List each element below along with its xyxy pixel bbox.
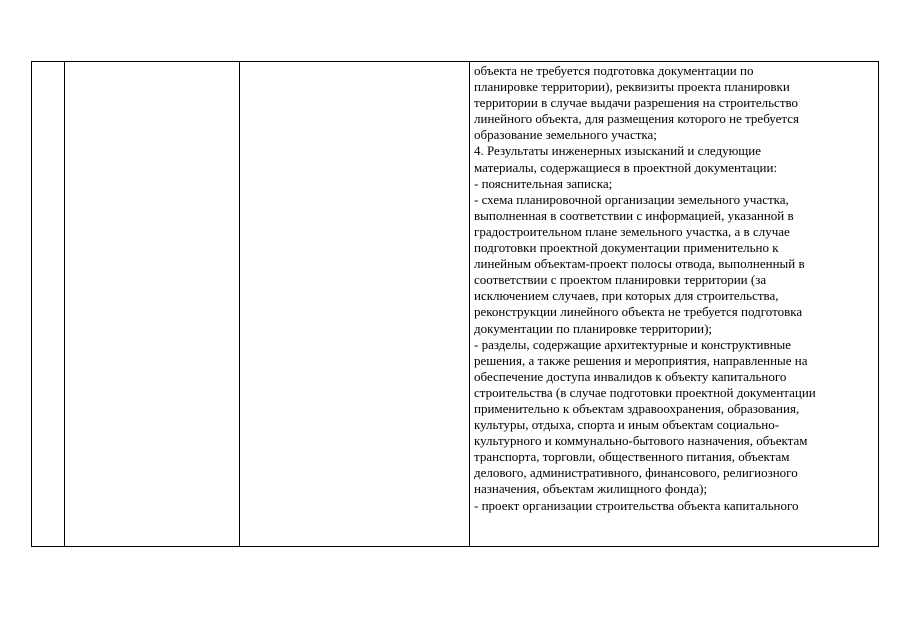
text-line: подготовки проектной документации применительно к [474,240,779,256]
text-line: обеспечение доступа инвалидов к объекту капитального [474,368,787,384]
text-line: объекта не требуется подготовка документации по [474,63,754,78]
text-line: соответствии с проектом планировки территории (за [474,272,767,288]
table-cell-applicant [240,62,470,547]
text-line: культуры, отдыха, спорта и иным объектам социально- [474,417,780,433]
table-row [32,62,879,547]
text-line: - разделы, содержащие архитектурные и конструктивные [474,336,792,352]
text-line: делового, административного, финансового, религиозного [474,465,798,481]
cell-applicant-text [240,62,469,63]
table-cell-service [65,62,240,547]
text-line: образование земельного участка; [474,127,657,143]
table-cell-documents [470,62,879,547]
text-line: - пояснительная записка; [474,175,613,191]
text-line: культурного и коммунально-бытового назначения, объектам [474,433,808,449]
text-line: линейным объектам-проект полосы отвода, выполненный в [474,256,805,272]
text-line: исключением случаев, при которых для строительства, [474,288,779,304]
text-line: - схема планировочной организации земельного участка, [474,191,789,207]
cell-service-text [65,62,239,63]
text-line: решения, а также решения и мероприятия, направленные на [474,352,808,368]
text-line: строительства (в случае подготовки проектной документации [474,384,816,400]
requirements-table [31,61,879,547]
text-line: документации по планировке территории); [474,320,713,336]
text-line: 4. Результаты инженерных изысканий и следующие [474,143,762,159]
documents-list-text [470,62,878,514]
cell-number-text [32,62,64,63]
text-line: выполненная в соответствии с информацией, указанной в [474,207,794,223]
text-line: планировке территории), реквизиты проекта планировки [474,79,790,95]
text-line: транспорта, торговли, общественного питания, объектам [474,449,790,465]
text-line: применительно к объектам здравоохранения, образования, [474,400,800,416]
text-line: назначения, объектам жилищного фонда); [474,481,708,497]
table-cell-number [32,62,65,547]
text-line: линейного объекта, для размещения которого не требуется [474,111,799,127]
text-line: - проект организации строительства объекта капитального [474,497,799,513]
text-line: материалы, содержащиеся в проектной документации: [474,159,778,175]
text-line: градостроительном плане земельного участка, а в случае [474,223,790,239]
text-line: территории в случае выдачи разрешения на строительство [474,95,799,111]
text-line: реконструкции линейного объекта не требуется подготовка [474,304,803,320]
